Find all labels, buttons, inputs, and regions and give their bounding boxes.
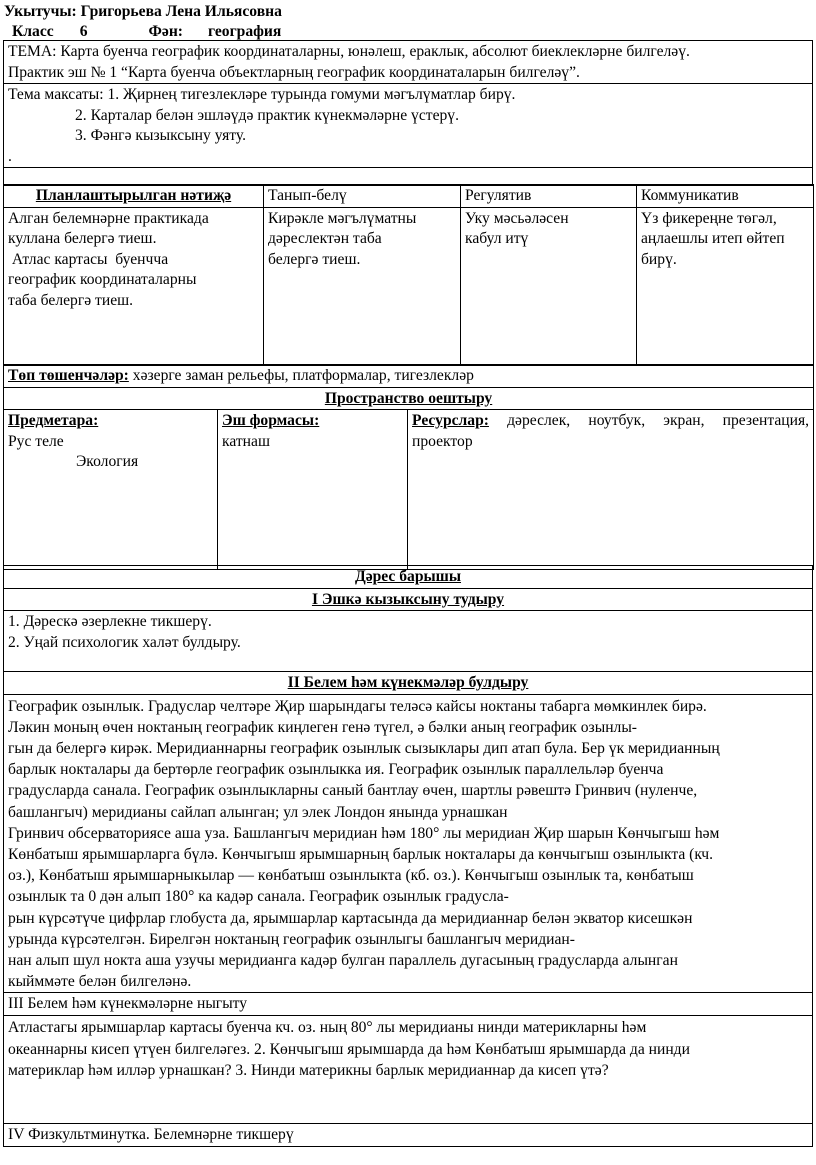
- stage2-line: оз.), Көнбатыш ярымшарныкылар — көнбатыш озынлыкта (кб. оз.). Көнчыгыш озынлык та, көнбатыш: [8, 867, 694, 885]
- text-line: таба белергә тиеш.: [8, 291, 134, 309]
- subjects-cell: [4, 410, 218, 570]
- subject-item: Экология: [76, 453, 139, 470]
- stage2-line: кыйммәте белән билгеләнә.: [8, 973, 192, 991]
- teacher-label: Укытучы:: [4, 3, 77, 20]
- teacher-name: Григорьева Лена Ильясовна: [80, 3, 282, 20]
- topic-line-1: ТЕМА: Карта буенча географик координаталарны, юнәлеш, ераклык, абсолют биеклекләрне билгеләү.: [8, 43, 690, 60]
- stage2-cell: [4, 694, 813, 993]
- results-cell-cognitive: [264, 207, 461, 365]
- class-value: 6: [79, 23, 88, 40]
- teacher-line: [4, 2, 282, 23]
- space-title: Пространство оештыру: [4, 387, 814, 410]
- stage2-line: барлык нокталары да бертөрле географик озынлыкка ия. Географик озынлык параллельләр буенча: [8, 761, 664, 779]
- topic-line-2: Практик эш № 1 “Карта буенча объектларның географик координаталарын билгеләү”.: [8, 63, 580, 81]
- concepts-table: [3, 364, 814, 570]
- stage2-line: гын да белергә кирәк. Меридианнарны географик озынлык сызыклары дип атап була. Бер үк меридианның: [8, 739, 720, 757]
- subjects-label: Предметара:: [8, 412, 99, 429]
- text-line: Алган белемнәрне практикада: [8, 209, 209, 227]
- key-concepts-text: хәзерге заман рельефы, платформалар, тигезлекләр: [132, 367, 474, 384]
- stage3-line: океаннарны кисеп үтүен билгеләгез. 2. Көнчыгыш ярымшарда да һәм Көнбатыш ярымшарда да нинди: [8, 1040, 690, 1058]
- stage2-line: башлангыч) меридианы сайлап алынган; ул элек Лондон янында урнашкан: [8, 803, 508, 821]
- key-concepts-label: Төп төшенчәләр:: [8, 367, 129, 384]
- stage2-line: Ләкин моның өчен ноктаның географик киңлеген генә түгел, ә бәлки аның географик озынлы-: [8, 718, 637, 736]
- stage3-title: III Белем һәм күнекмәләрне ныгыту: [4, 993, 813, 1016]
- goals-line-1: Тема максаты: 1. Җирнең тигезлекләре турында гомуми мәгълүматлар бирү.: [8, 86, 516, 103]
- results-header-communicative: Коммуникатив: [637, 185, 814, 208]
- resources-cell: [408, 410, 814, 570]
- text-line: аңлаешлы итеп өйтеп: [641, 230, 785, 247]
- text-line: Атлас картасы буенчча: [8, 250, 169, 268]
- stage3-line: Атластагы ярымшарлар картасы буенча кч. оз. ның 80° лы меридианы нинди материкларны һәм: [8, 1019, 647, 1037]
- text-line: Үз фикереңне төгәл,: [641, 209, 777, 227]
- stage2-line: Гринвич обсерваториясе аша уза. Башлангыч меридиан һәм 180° лы меридиан Җир шарын Көнчыгыш һәм: [8, 824, 720, 842]
- stage2-line: урында күрсәтелгән. Бирелгән ноктаның географик озынлыгы башлангыч меридиан-: [8, 930, 575, 948]
- stage1-title: I Эшкә кызыксыну тудыру: [4, 588, 813, 611]
- work-form-cell: [218, 410, 408, 570]
- stage1-item: 1. Дәрескә әзерлекне тикшерү.: [8, 613, 212, 630]
- subject-item: Рус теле: [8, 432, 64, 450]
- results-cell-planned: [4, 207, 264, 365]
- stage1-cell: [4, 611, 813, 672]
- stage2-line: Көнбатыш ярымшарларга бүлә. Көнчыгыш ярымшарның барлык нокталары да көнчыгыш озынлыкта (кч.: [8, 845, 714, 863]
- text-line: куллана белергә тиеш.: [8, 230, 157, 247]
- stage3-line: материклар һәм илләр урнашкан? 3. Нинди материкны барлык меридианнар да кисеп үтә?: [8, 1062, 609, 1080]
- text-line: географик координаталарны: [8, 271, 197, 288]
- stage3-cell: [4, 1016, 813, 1124]
- results-table: [3, 184, 814, 366]
- text-line: бирү.: [641, 250, 677, 268]
- resources-value: дәреслек, ноутбук, экран, презентация,: [507, 412, 810, 429]
- stage2-line: рын күрсәтүче цифрлар глобуста да, ярымшарлар картасында да меридианнар белән экватор кисешкән: [8, 909, 693, 927]
- class-label: Класс: [12, 23, 54, 40]
- work-form-value: катнаш: [222, 432, 270, 450]
- resources-value-2: проектор: [412, 432, 473, 450]
- text-line: Кирәкле мәгълүматны: [268, 209, 417, 227]
- stage4-title: IV Физкультминутка. Белемнәрне тикшерү: [4, 1124, 813, 1147]
- goals-cell: [4, 84, 813, 168]
- goals-dot: .: [8, 147, 12, 165]
- text-line: кабул итү: [465, 230, 529, 247]
- stage1-item: 2. Уңай психологик халәт булдыру.: [8, 633, 241, 651]
- results-cell-communicative: [637, 207, 814, 365]
- stage2-line: Географик озынлык. Градуслар челтәре Җир шарындагы теләсә кайсы ноктаны табарга мөмкинлек бирә.: [8, 697, 707, 715]
- stage2-line: нан алып шул нокта аша узучы меридианга кадәр булган параллель дугасының градусларда алынган: [8, 951, 678, 969]
- lesson-title: Дәрес барышы: [4, 566, 813, 589]
- lesson-table: [3, 565, 813, 1147]
- text-line: белергә тиеш.: [268, 250, 361, 268]
- resources-label: Ресурслар:: [412, 412, 489, 429]
- subject-label: Фән:: [148, 23, 183, 40]
- stage2-title: II Белем һәм күнекмәләр булдыру: [4, 672, 813, 695]
- results-header-planned: Планлаштырылган нәтиҗә: [4, 185, 264, 208]
- work-form-label: Эш формасы:: [222, 412, 320, 429]
- stage2-line: градусларда санала. Географик озынлыкларны саный бантлау өчен, шартлы рәвештә Гринвич (нуленче,: [8, 782, 698, 800]
- goals-line-2: 2. Карталар белән эшләүдә практик күнекмәләрне үстерү.: [75, 106, 459, 124]
- text-line: дәреслектән таба: [268, 230, 382, 247]
- key-concepts-cell: [4, 365, 814, 388]
- spacer-row: [4, 168, 813, 186]
- results-header-regulative: Регулятив: [461, 185, 637, 208]
- topic-table: [3, 40, 813, 186]
- stage2-line: озынлык та 0 дән алып 180° ка кадәр санала. Географик озынлык градусла-: [8, 888, 509, 906]
- text-line: Уку мәсьәләсен: [465, 209, 569, 227]
- results-header-cognitive: Танып-белү: [264, 185, 461, 208]
- results-cell-regulative: [461, 207, 637, 365]
- goals-line-3: 3. Фәнгә кызыксыну уяту.: [75, 127, 247, 144]
- subject-value: география: [208, 23, 282, 40]
- topic-cell: [4, 41, 813, 84]
